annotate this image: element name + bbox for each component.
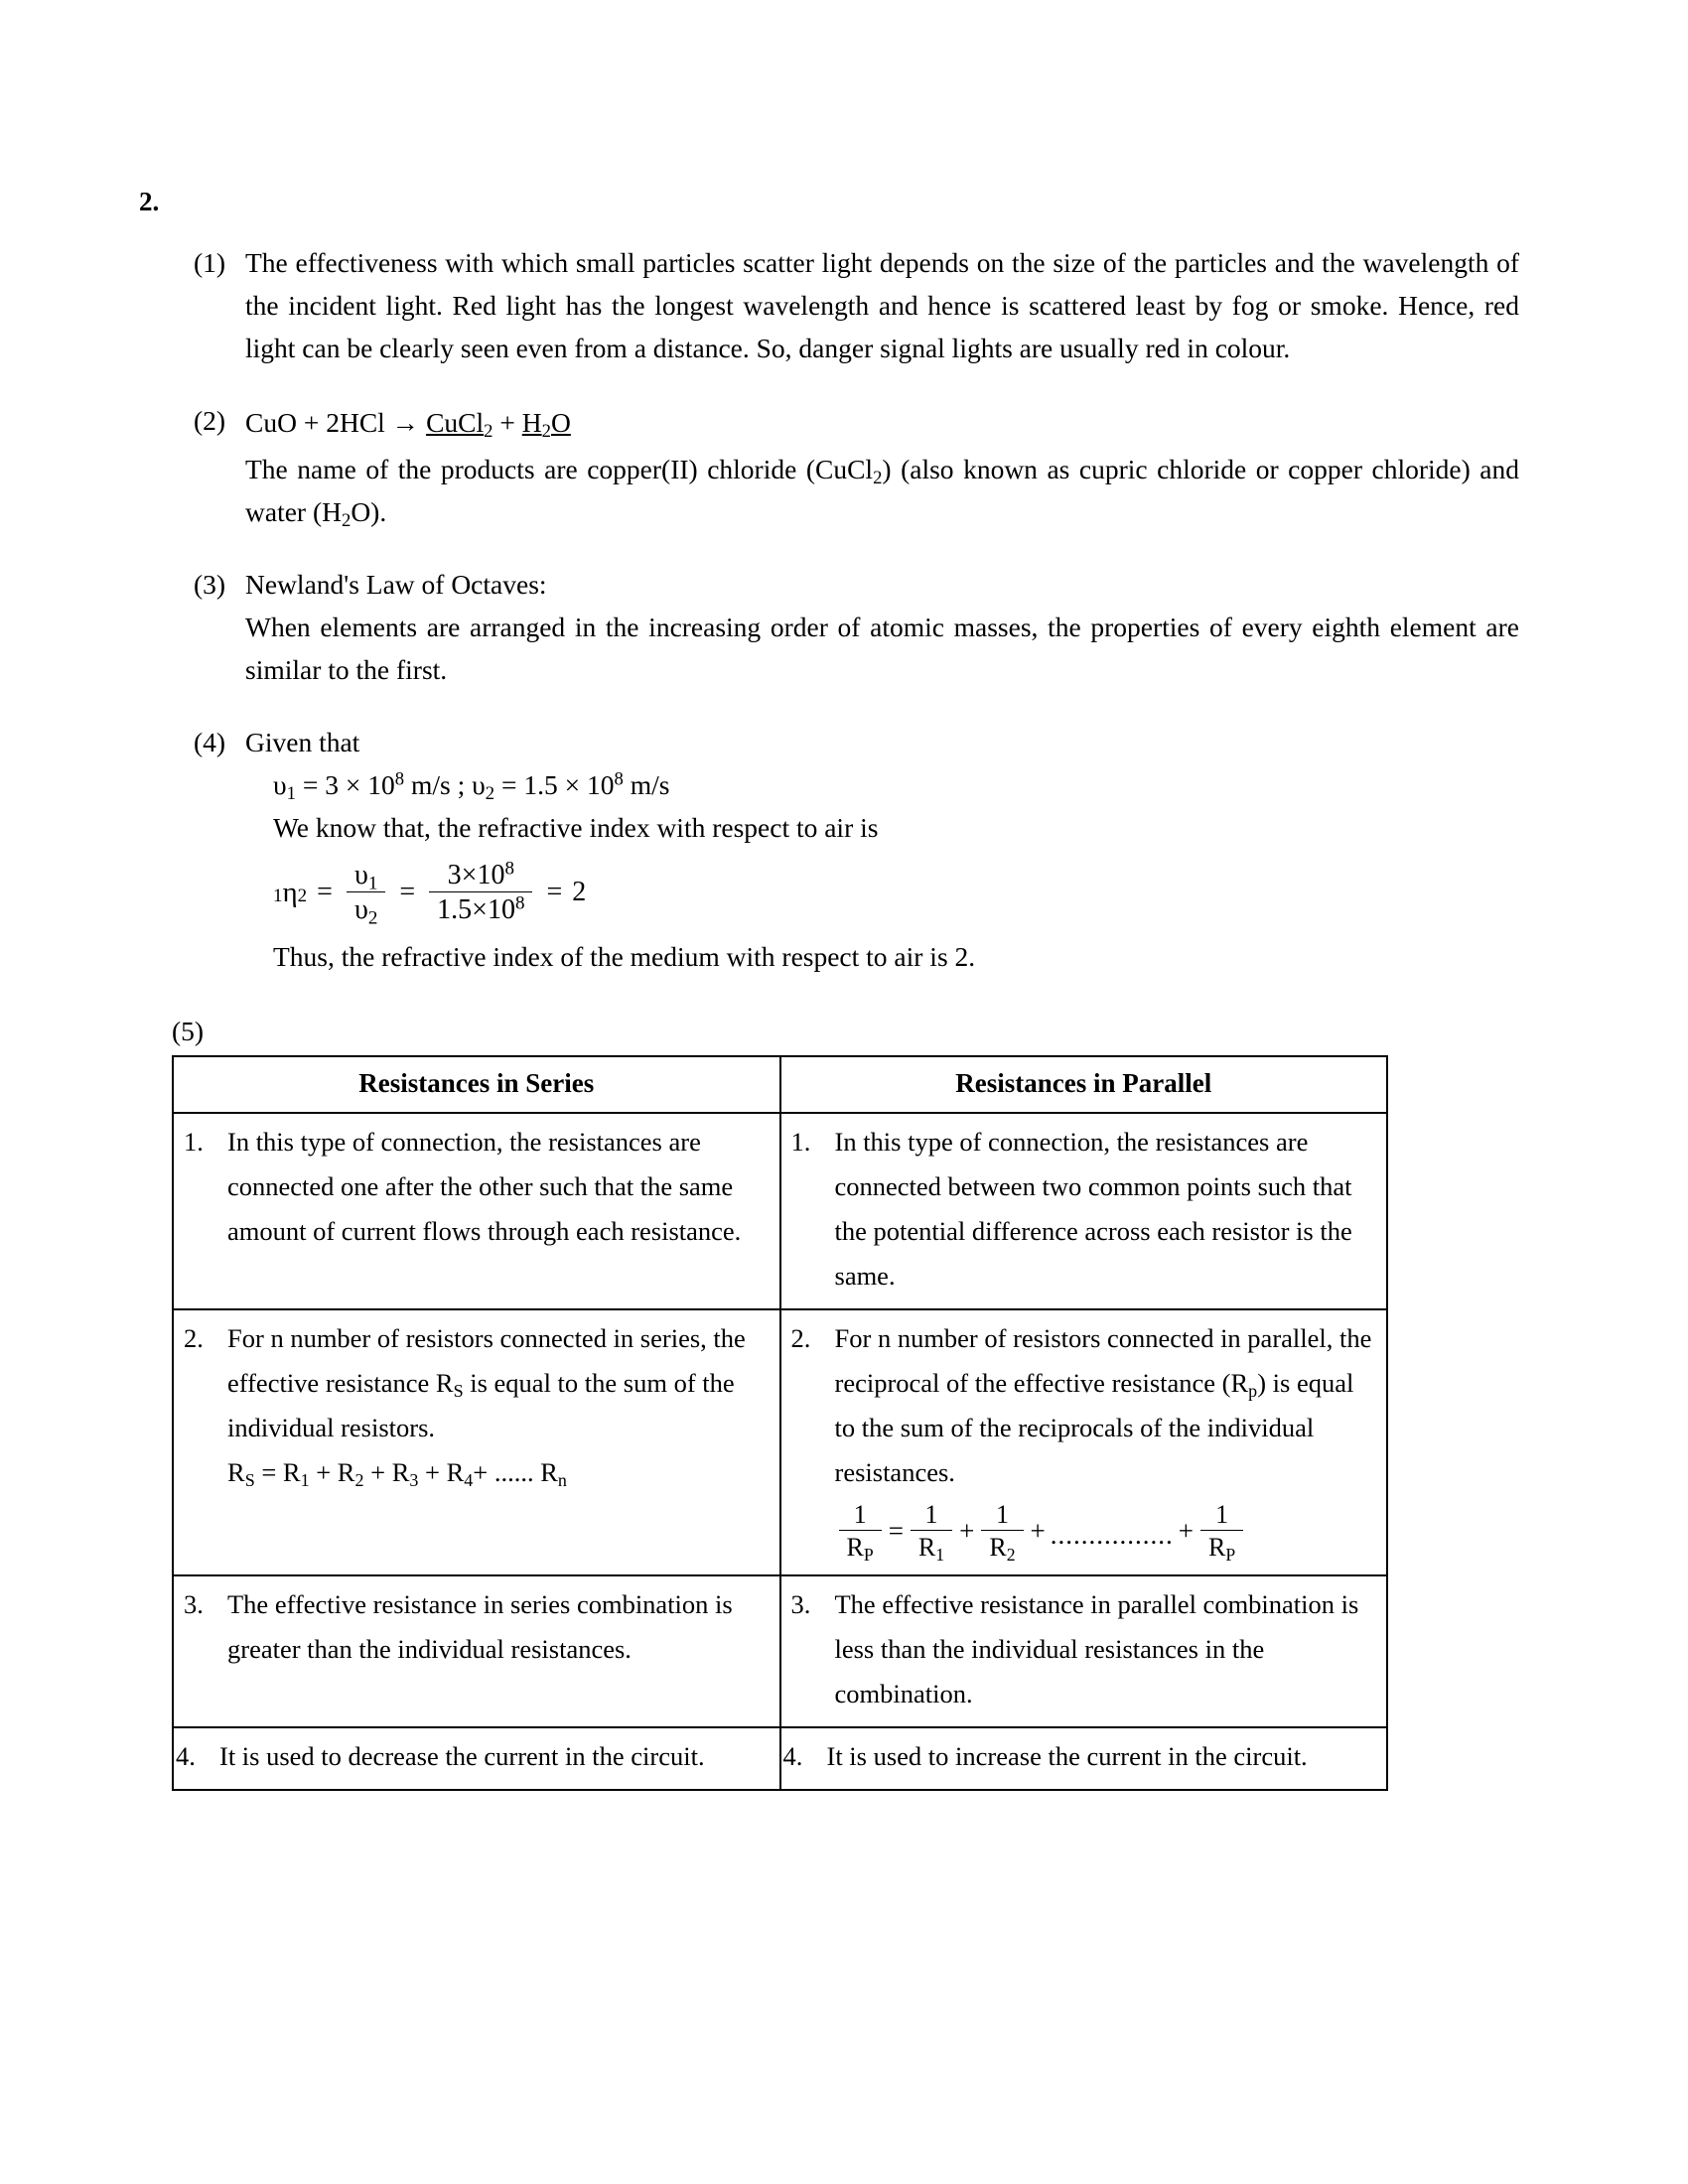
item-4-heading: Given that <box>245 727 360 757</box>
cell-series-2-number: 2. <box>184 1322 204 1353</box>
answer-item-3 <box>194 563 1519 691</box>
cell-parallel-1 <box>780 1113 1388 1309</box>
table-row <box>173 1727 1387 1790</box>
cell-parallel-1-number: 1. <box>790 1126 811 1157</box>
answer-item-1 <box>194 241 1519 369</box>
cell-series-3 <box>173 1575 780 1727</box>
item-4-conclusion: Thus, the refractive index of the medium with respect to air is 2. <box>273 940 976 972</box>
question-number: 2. <box>139 187 160 216</box>
cell-parallel-1-text: In this type of connection, the resistances are connected between two common points such that the potential difference across each resistor is the same. <box>834 1126 1352 1291</box>
ellipsis-dots: ................ <box>1050 1520 1174 1551</box>
fraction-numerator: $\upsilon_1$ <box>353 860 378 894</box>
item-4-body <box>245 721 1519 978</box>
fraction-1-over-Rp: $\frac{1}{R_P}$ <box>839 1501 882 1562</box>
item-3-text: When elements are arranged in the increasing order of atomic masses, the properties of every eighth element are similar to the first. <box>245 612 1519 685</box>
parallel-resistance-formula <box>835 1499 1377 1566</box>
cell-series-1 <box>173 1113 780 1309</box>
fraction-numbers <box>429 858 532 926</box>
table-row <box>173 1113 1387 1309</box>
cell-parallel-3-number: 3. <box>790 1589 811 1620</box>
chemical-equation <box>245 401 1519 444</box>
item-3-body <box>245 563 1519 691</box>
answer-item-4 <box>194 721 1519 978</box>
refractive-index-formula <box>273 858 1519 929</box>
eta-term: 1 η 2 <box>273 876 308 908</box>
equals-sign-2: = <box>399 877 416 908</box>
answer-item-2 <box>194 399 1519 533</box>
cell-series-4-text: It is used to decrease the current in the circuit. <box>219 1741 705 1772</box>
equals-sign-3: = <box>546 877 563 908</box>
item-2-body <box>245 399 1519 533</box>
cell-parallel-3-text: The effective resistance in parallel combination is less than the individual resistances in the combination. <box>834 1589 1359 1709</box>
equation-product-h2o: $H_2O$ <box>521 407 571 443</box>
table-header-row <box>173 1056 1387 1113</box>
cell-series-2-text: For n number of resistors connected in series, the effective resistance $R_S$ is equal to the sum of the individual resistors. $R_S = R_1 + R_2 + R_3 + R_4+$ ...... $R_n$ <box>227 1316 770 1495</box>
cell-parallel-4-text: It is used to increase the current in the circuit. <box>826 1741 1308 1772</box>
plus-sign-1: + <box>959 1515 975 1546</box>
fraction-numerator-value: $3\times 10^8$ <box>447 858 514 890</box>
plus-sign-3: + <box>1178 1515 1194 1546</box>
comparison-table <box>172 1055 1388 1792</box>
fraction-denominator-value: $1.5\times 10^8$ <box>429 891 532 924</box>
cell-series-1-number: 1. <box>184 1126 204 1157</box>
fraction-1-over-R1: $\frac{1}{R_1}$ <box>911 1501 952 1562</box>
cell-series-2 <box>173 1309 780 1576</box>
formula-result: 2 <box>572 877 587 908</box>
given-values: $\upsilon_1 = 3 \times 10^8$ m/s ; $\upsilon_2 = 1.5 \times 10^8$ m/s <box>273 768 670 805</box>
equals-sign-1: = <box>317 877 333 908</box>
item-5-marker: (5) <box>172 1015 205 1046</box>
cell-series-3-text: The effective resistance in series combination is greater than the individual resistances. <box>227 1589 733 1665</box>
cell-parallel-2-number: 2. <box>790 1322 811 1353</box>
fraction-denominator: $\upsilon_2$ <box>347 891 385 924</box>
fraction-velocities <box>347 860 385 929</box>
header-resistances-in-series: Resistances in Series <box>173 1056 780 1113</box>
cell-parallel-2-text: For n number of resistors connected in parallel, the reciprocal of the effective resistance $(R_p)$ is equal to the sum of the reciprocals of the individual resistances. $\frac{1}{R_P}$ = $\frac{1}{R_1}$ + $\frac{1}{R_2}$ + ................ + $\frac{1}{R_P}$ <box>835 1316 1377 1566</box>
cell-series-1-text: In this type of connection, the resistances are connected one after the other such that the same amount of current flows through each resistance. <box>227 1126 742 1246</box>
equals-sign: = <box>888 1515 904 1546</box>
series-resistance-formula: $R_S = R_1 + R_2 + R_3 + R_4+$ ...... $R_n$ <box>227 1456 567 1490</box>
table-row <box>173 1309 1387 1576</box>
item-2-marker: (2) <box>194 405 226 436</box>
cell-parallel-4 <box>780 1727 1388 1790</box>
cell-series-3-number: 3. <box>184 1589 204 1620</box>
refractive-index-statement: We know that, the refractive index with respect to air is <box>273 812 879 843</box>
equation-joiner: + <box>492 407 522 438</box>
item-1-marker: (1) <box>194 247 226 278</box>
plus-sign-2: + <box>1030 1515 1046 1546</box>
header-resistances-in-parallel: Resistances in Parallel <box>780 1056 1388 1113</box>
item-2-explanation: The name of the products are copper(II) chloride (CuCl$_2$) (also known as cupric chloride or copper chloride) and water $(H_2O)$. <box>245 454 1519 532</box>
cell-parallel-3 <box>780 1575 1388 1727</box>
fraction-1-over-R2: $\frac{1}{R_2}$ <box>981 1501 1023 1562</box>
table-row <box>173 1575 1387 1727</box>
cell-series-4-number: 4. <box>176 1741 196 1772</box>
item-1-text: The effectiveness with which small particles scatter light depends on the size of the particles and the wavelength of the incident light. Red light has the longest wavelength and hence is scattered least by fog or smoke. Hence, red light can be clearly seen even from a distance. So, danger signal lights are usually red in colour. <box>245 247 1519 363</box>
cell-series-4 <box>173 1727 780 1790</box>
equation-reactants: CuO + 2HCl → <box>245 407 427 438</box>
item-3-heading: Newland's Law of Octaves: <box>245 569 547 600</box>
cell-parallel-2 <box>780 1309 1388 1576</box>
cell-parallel-4-number: 4. <box>782 1741 803 1772</box>
item-3-marker: (3) <box>194 569 226 600</box>
equation-product-cucl2: CuCl$_2$ <box>426 407 493 443</box>
item-4-marker: (4) <box>194 727 226 757</box>
fraction-1-over-Rp-last: $\frac{1}{R_P}$ <box>1200 1501 1243 1562</box>
